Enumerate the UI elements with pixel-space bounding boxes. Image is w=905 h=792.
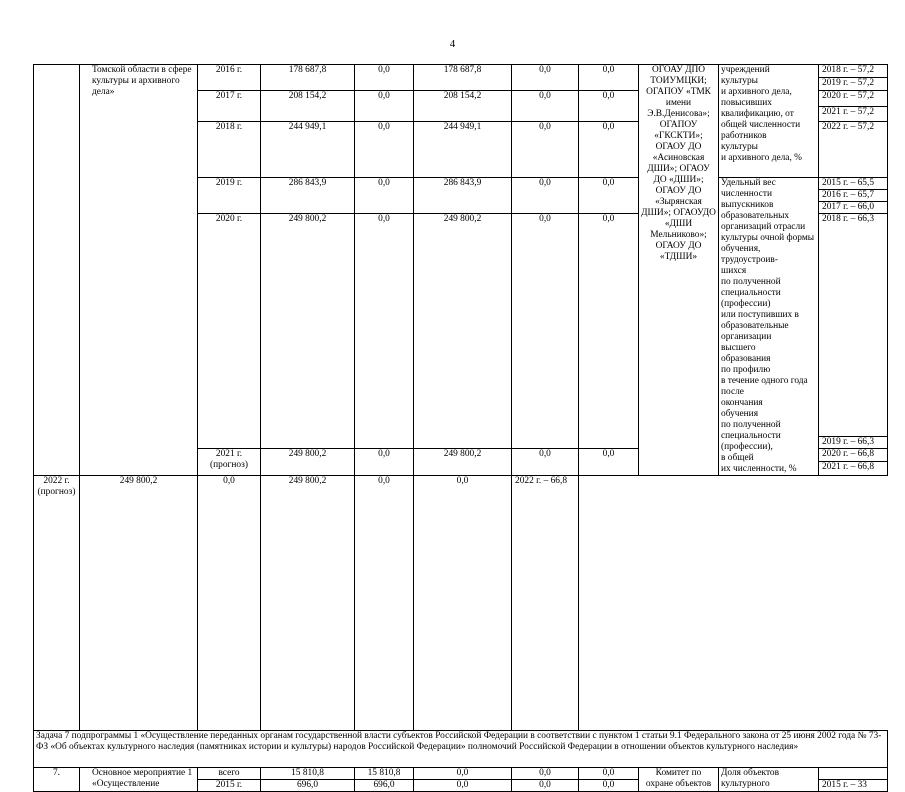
task-heading-cell: Задача 7 подпрограммы 1 «Осуществление переданных органам государственной власти субъектов Российской Федерации в соответствии с пунктом 1 статьи 9.1 Федерального закона от 25 июня 2002 года № 73-ФЗ «Об объектах культурного наследия (памятниках истории и культуры) народов Российской Федерации» полномочий Российской Федерации в отношении объектов культурного наследия» [34, 731, 888, 768]
value-cell: 286 843,9 [414, 178, 512, 214]
row-number-cell [34, 65, 80, 476]
value-cell: 178 687,8 [414, 65, 512, 91]
value-cell: 0,0 [512, 178, 579, 214]
value-cell: 286 843,9 [261, 178, 355, 214]
value-cell: 0,0 [579, 91, 639, 122]
program-table [33, 64, 888, 792]
value-cell: 0,0 [355, 178, 414, 214]
executors-cell: ОГОАУ ДПО ТОИУМЦКИ; ОГАПОУ «ТМК имени Э.В.Денисова»; ОГАПОУ «ГКСКТИ»; ОГАОУ ДО «Асиновская ДШИ»; ОГАОУ ДО «ДШИ»; ОГАОУ ДО «Зырянская ДШИ»; ОГАОУДО «ДШИ Мельниково»; ОГАОУ ДО «ТДШИ» [639, 65, 719, 476]
value-cell: 0,0 [579, 780, 639, 792]
target-value-cell: 2015 г. – 65,5 [819, 178, 888, 190]
value-cell: 0,0 [512, 780, 579, 792]
value-cell: 0,0 [579, 178, 639, 214]
year-cell [198, 449, 261, 476]
table-row [34, 731, 888, 768]
value-cell: 0,0 [512, 214, 579, 449]
target-value-cell: 2017 г. – 66,0 [819, 202, 888, 214]
value-cell: 15 810,8 [261, 768, 355, 780]
target-value-cell [819, 449, 888, 476]
page-number: 4 [449, 38, 456, 50]
year-cell: 2017 г. [198, 91, 261, 122]
target-value-cell: 2020 г. – 57,2 [819, 91, 888, 107]
year-label: 2021 г. [215, 449, 243, 459]
value-cell: 0,0 [355, 91, 414, 122]
value-cell: 244 949,1 [414, 122, 512, 178]
value-cell: 208 154,2 [414, 91, 512, 122]
table-row [34, 768, 888, 780]
value-cell: 0,0 [579, 768, 639, 780]
target-value-cell: 2019 г. – 66,3 [819, 437, 888, 449]
year-cell: всего [198, 768, 261, 780]
target-value-cell: 2019 г. – 57,2 [819, 78, 888, 91]
value-cell: 0,0 [355, 449, 414, 476]
value-cell: 0,0 [355, 214, 414, 449]
value-cell: 178 687,8 [261, 65, 355, 91]
value-cell: 0,0 [579, 449, 639, 476]
value-cell: 244 949,1 [261, 122, 355, 178]
value-cell: 0,0 [198, 476, 261, 731]
value-cell: 249 800,2 [80, 476, 198, 731]
value-cell: 0,0 [355, 122, 414, 178]
year-cell [34, 476, 80, 731]
value-cell: 249 800,2 [261, 449, 355, 476]
year-cell: 2020 г. [198, 214, 261, 449]
target-value-cell [819, 768, 888, 780]
value-cell: 0,0 [512, 122, 579, 178]
target-value-cell: 2018 г. – 66,3 [819, 214, 888, 437]
activity-name-cell: Основное мероприятие 1 «Осуществление [80, 768, 198, 792]
value-cell: 249 800,2 [261, 476, 355, 731]
target-value: 2020 г. – 66,8 [819, 449, 887, 462]
forecast-note: (прогноз) [210, 460, 248, 470]
target-value-cell: 2018 г. – 57,2 [819, 65, 888, 78]
executors-cell: Комитет по охране объектов [639, 768, 719, 792]
value-cell: 0,0 [355, 65, 414, 91]
year-cell: 2018 г. [198, 122, 261, 178]
value-cell: 0,0 [414, 780, 512, 792]
value-cell: 0,0 [414, 768, 512, 780]
value-cell: 249 800,2 [414, 214, 512, 449]
target-value: 2021 г. – 66,8 [822, 462, 875, 472]
value-cell: 0,0 [512, 768, 579, 780]
year-cell: 2015 г. [198, 780, 261, 792]
value-cell: 0,0 [414, 476, 512, 731]
value-cell: 208 154,2 [261, 91, 355, 122]
value-cell: 0,0 [512, 91, 579, 122]
indicator-cell: учреждений культуры и архивного дела, повысивших квалификацию, от общей численности работников культуры и архивного дела, % [719, 65, 819, 178]
value-cell: 0,0 [579, 214, 639, 449]
row-number-cell: 7. [34, 768, 80, 792]
value-cell: 249 800,2 [414, 449, 512, 476]
table-row [34, 476, 888, 731]
indicator-cell: Удельный вес численности выпускников образовательных организаций отрасли культуры очной формы обучения, трудоустроив- шихся по полученной специальности (профессии) или поступивших в образовательные организации высшего образования по профилю в течение одного года после окончания обучения по полученной специальности (профессии), в общей их численности, % [719, 178, 819, 476]
value-cell: 696,0 [355, 780, 414, 792]
indicator-cell: Доля объектов культурного [719, 768, 819, 792]
target-value-cell: 2022 г. – 57,2 [819, 122, 888, 178]
year-cell: 2016 г. [198, 65, 261, 91]
target-value-cell: 2022 г. – 66,8 [512, 476, 579, 731]
target-value-cell: 2016 г. – 65,7 [819, 190, 888, 202]
forecast-note: (прогноз) [37, 487, 76, 497]
value-cell: 0,0 [512, 65, 579, 91]
year-cell: 2019 г. [198, 178, 261, 214]
value-cell: 696,0 [261, 780, 355, 792]
value-cell: 249 800,2 [261, 214, 355, 449]
activity-name-cell: Томской области в сфере культуры и архивного дела» [80, 65, 198, 476]
value-cell: 0,0 [579, 122, 639, 178]
value-cell: 0,0 [355, 476, 414, 731]
value-cell: 15 810,8 [355, 768, 414, 780]
target-value-cell: 2015 г. – 33 [819, 780, 888, 792]
table-row [34, 65, 888, 78]
year-label: 2022 г. [43, 476, 70, 486]
value-cell: 0,0 [579, 65, 639, 91]
target-value-cell: 2021 г. – 57,2 [819, 107, 888, 122]
value-cell: 0,0 [512, 449, 579, 476]
